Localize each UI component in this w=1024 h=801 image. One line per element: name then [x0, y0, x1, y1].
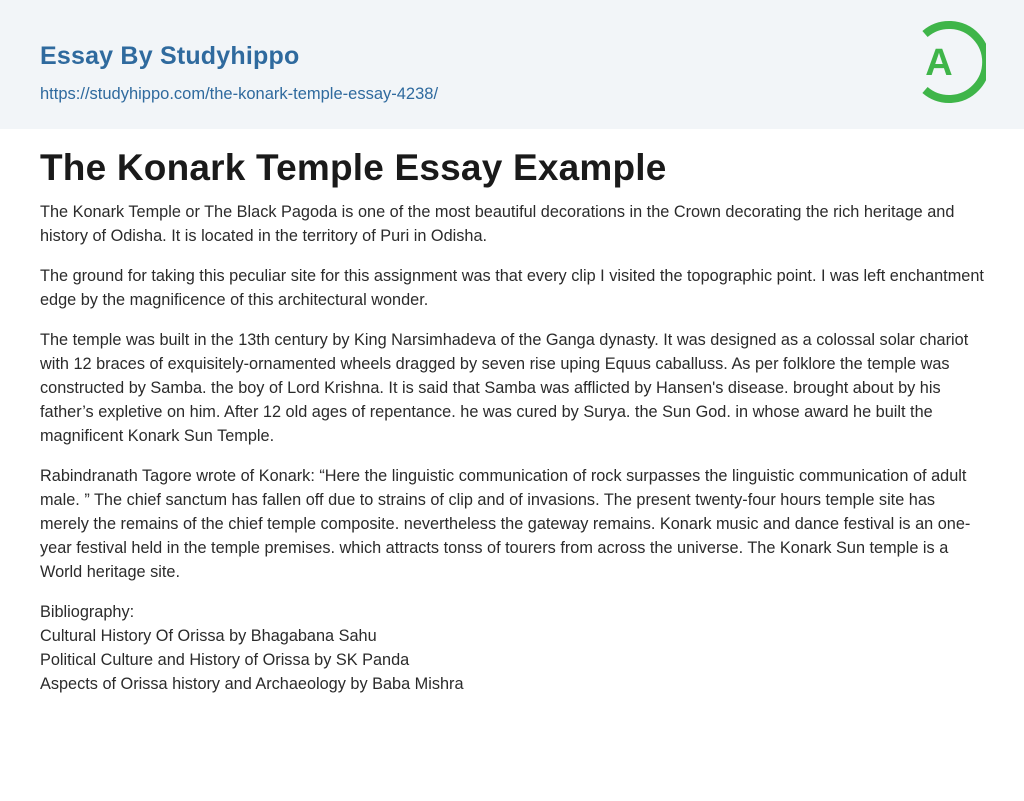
essay-paragraph: Rabindranath Tagore wrote of Konark: “Here the linguistic communication of rock surpasses the linguistic communication of adult male. ” The chief sanctum has fallen off due to strains of clip and of invasions. The present twenty-four hours temple site has merely the remains of the chief temple composite. nevertheless the gateway remains. Konark music and dance festival is an one-year festival held in the temple premises. which attracts tonss of tourers from across the universe. The Konark Sun temple is a World heritage site.: [40, 467, 971, 581]
page-title: The Konark Temple Essay Example: [40, 147, 667, 188]
essay-paragraph: The temple was built in the 13th century by King Narsimhadeva of the Ganga dynasty. It was designed as a colossal solar chariot with 12 braces of exquisitely-ornamented wheels dragged by seven rise uping Equus caballuss. As per folklore the temple was constructed by Samba. the boy of Lord Krishna. It is said that Samba was afflicted by Hansen's disease. brought about by his father’s expletive on him. After 12 old ages of repentance. he was cured by Surya. the Sun God. in whose award he built the magnificent Konark Sun Temple.: [40, 331, 969, 445]
article-content: [0, 129, 1024, 696]
bibliography-item: Political Culture and History of Orissa by SK Panda: [40, 651, 410, 669]
bibliography-item: Aspects of Orissa history and Archaeology by Baba Mishra: [40, 675, 464, 693]
essay-paragraph: The ground for taking this peculiar site for this assignment was that every clip I visited the topographic point. I was left enchantment edge by the magnificence of this architectural wonder.: [40, 267, 984, 309]
site-brand[interactable]: Essay By Studyhippo: [40, 42, 300, 70]
site-header: [0, 0, 1024, 129]
essay-url-link[interactable]: https://studyhippo.com/the-konark-temple-essay-4238/: [40, 85, 439, 103]
bibliography-heading: Bibliography:: [40, 603, 135, 621]
essay-paragraph: The Konark Temple or The Black Pagoda is one of the most beautiful decorations in the Crown decorating the rich heritage and history of Odisha. It is located in the territory of Puri in Odisha.: [40, 203, 955, 245]
logo-letter: A: [925, 42, 953, 84]
bibliography-item: Cultural History Of Orissa by Bhagabana Sahu: [40, 627, 377, 645]
bibliography: [40, 600, 984, 696]
studyhippo-logo-icon[interactable]: [912, 19, 986, 105]
